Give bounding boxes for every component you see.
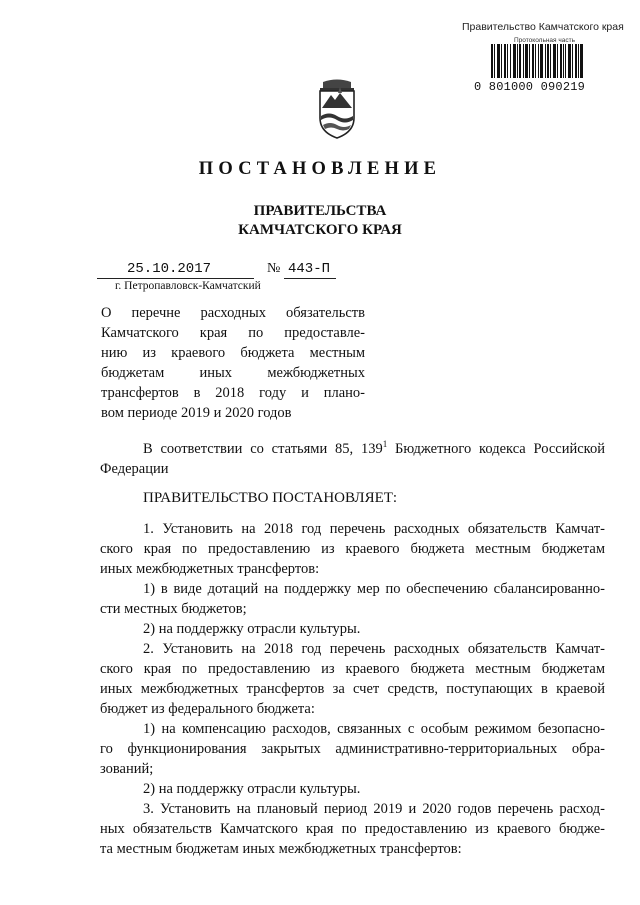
article-superscript: 1 — [382, 439, 388, 449]
body-line: бюджет из федерального бюджета: — [100, 701, 315, 717]
heading-line: Камчатского края по предоставле- — [101, 325, 365, 341]
document-title: ПОСТАНОВЛЕНИЕ — [198, 159, 442, 179]
body-line: 3. Установить на плановый период 2019 и 2020 годов перечень расход- — [143, 801, 605, 817]
date-underline — [97, 278, 254, 279]
heading-line: бюджетам иных межбюджетных — [101, 365, 365, 381]
number-label: № — [267, 261, 281, 276]
preamble-line-1 — [100, 434, 605, 459]
body-line: та местным бюджетам иных межбюджетных трансфертов: — [100, 841, 462, 857]
document-number: 443-П — [288, 261, 331, 277]
issuer-line-2: КАМЧАТСКОГО КРАЯ — [238, 222, 402, 238]
body-line: зований; — [100, 761, 154, 777]
body-line: 1) на компенсацию расходов, связанных с особым режимом безопасно- — [143, 721, 605, 737]
body-line: сти местных бюджетов; — [100, 601, 247, 617]
stamp-organization: Правительство Камчатского края — [462, 21, 624, 33]
barcode — [491, 44, 583, 78]
preamble — [100, 434, 605, 479]
body-line: 2) на поддержку отрасли культуры. — [143, 781, 361, 797]
body-line: го функционирования закрытых административно-территориальных обра- — [100, 741, 605, 757]
body-line: ского края по предоставлению из краевого бюджета местным бюджетам — [100, 541, 605, 557]
issuer-block — [0, 202, 640, 240]
body-line: ных обязательств Камчатского края по предоставлению из краевого бюдже- — [100, 821, 605, 837]
preamble-line-2: Федерации — [100, 460, 169, 477]
body-line: 2. Установить на 2018 год перечень расходных обязательств Камчат- — [143, 641, 605, 657]
stamp-part-label: Протокольная часть — [514, 37, 575, 44]
body-line: иных межбюджетных трансфертов: — [100, 561, 320, 577]
barcode-number: 0 801000 090219 — [474, 80, 586, 94]
decree-statement: ПРАВИТЕЛЬСТВО ПОСТАНОВЛЯЕТ: — [143, 490, 398, 506]
body-line: ского края по предоставлению из краевого бюджета местным бюджетам — [100, 661, 605, 677]
coat-of-arms-emblem — [314, 78, 360, 140]
heading-line: О перечне расходных обязательств — [101, 305, 365, 321]
body-line: 1. Установить на 2018 год перечень расходных обязательств Камчат- — [143, 521, 605, 537]
body-line: 1) в виде дотаций на поддержку мер по обеспечению сбалансированно- — [143, 581, 605, 597]
heading-line: вом периоде 2019 и 2020 годов — [101, 405, 292, 421]
city: г. Петропавловск-Камчатский — [115, 280, 261, 292]
heading-line: нию из краевого бюджета местным — [101, 345, 365, 361]
document-date: 25.10.2017 — [127, 261, 212, 277]
number-underline — [284, 278, 336, 279]
preamble-text-b: Бюджетного кодекса Российской — [387, 440, 605, 457]
body-line: 2) на поддержку отрасли культуры. — [143, 621, 361, 637]
document-heading — [101, 303, 365, 423]
document-body — [100, 519, 605, 859]
body-line: иных межбюджетных трансфертов за счет средств, поступающих в краевой — [100, 681, 605, 697]
issuer-line-1: ПРАВИТЕЛЬСТВА — [253, 203, 387, 219]
preamble-text-a: В соответствии со статьями 85, 139 — [143, 440, 383, 457]
heading-line: трансфертов в 2018 году и плано- — [101, 385, 365, 401]
